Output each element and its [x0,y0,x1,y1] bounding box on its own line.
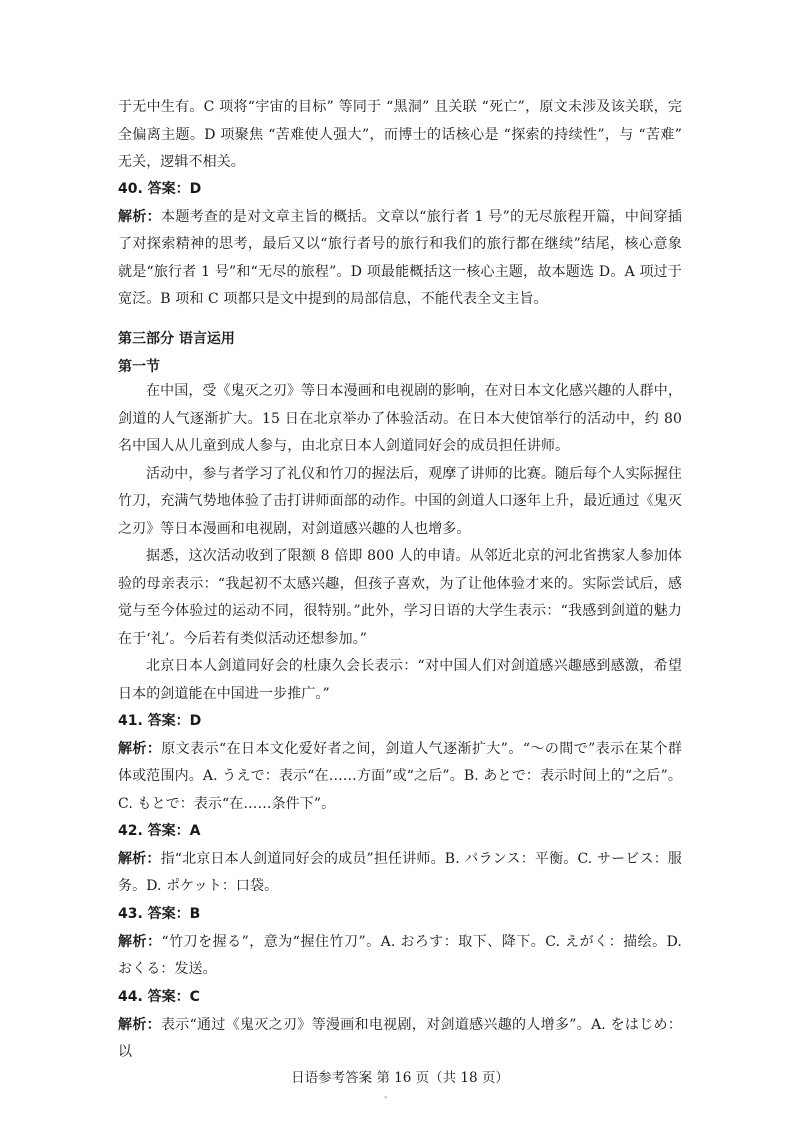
analysis-42 [118,846,682,901]
analysis-label: 解析： [118,933,162,950]
analysis-43-text: “竹刀を握る”，意为“握住竹刀”。A. おろす：取下、降下。C. えがく：描绘。D. おくる：发送。 [118,933,682,977]
answer-43: 43. 答案：B [118,906,201,922]
analysis-label: 解析： [118,850,161,867]
analysis-label: 解析： [118,740,162,757]
analysis-42-text: 指“北京日本人剑道同好会的成员”担任讲师。B. バランス：平衡。C. サービス：服务。D. ポケット：口袋。 [118,850,682,894]
footer-mark: - [384,1092,388,1103]
analysis-40 [118,204,682,314]
answer-44: 44. 答案：C [118,989,200,1005]
passage-paragraph-2: 活动中，参与者学习了礼仪和竹刀的握法后，观摩了讲师的比赛。随后每个人实际握住竹刀，充满气势地体验了击打讲师面部的动作。中国的剑道人口逐年上升，最近通过《鬼灭之刃》等日本漫画和电视剧，对剑道感兴趣的人也增多。 [118,465,682,537]
passage-paragraph-1: 在中国，受《鬼灭之刃》等日本漫画和电视剧的影响，在对日本文化感兴趣的人群中，剑道的人气逐渐扩大。15 日在北京举办了体验活动。在日本大使馆举行的活动中，约 80 名中国人从儿童到成人参与，由北京日本人剑道同好会的成员担任讲师。 [118,383,682,454]
analysis-43 [118,929,682,984]
passage-paragraph-3: 据悉，这次活动收到了限额 8 倍即 800 人的申请。从邻近北京的河北省携家人参加体验的母亲表示：“我起初不太感兴趣，但孩子喜欢，为了让他体验才来的。实际尝试后，感觉与至今体验过的运动不同，很特别。”此外，学习日语的大学生表示：“我感到剑道的魅力在于‘礼’。今后若有类似活动还想参加。” [118,548,682,647]
section-title: 第三部分 语言运用 [118,331,235,347]
section-subtitle: 第一节 [118,358,160,375]
answer-40: 40. 答案：D [118,181,202,197]
answer-41: 41. 答案：D [118,713,202,729]
answer-42: 42. 答案：A [118,823,201,839]
reading-passage [118,378,682,708]
question-44-block [118,984,682,1067]
analysis-44-text: 表示“通过《鬼灭之刃》等漫画和电视剧，对剑道感兴趣的人增多”。A. をはじめ：以 [118,1016,682,1060]
question-40-block [118,176,682,314]
analysis-41 [118,736,682,819]
question-41-block [118,708,682,818]
analysis-40-text: 本题考查的是对文章主旨的概括。文章以“旅行者 1 号”的无尽旅程开篇，中间穿插了对探索精神的思考，最后又以“旅行者号的旅行和我们的旅行都在继续”结尾，核心意象就是“旅行者 1 号”和“无尽的旅程”。D 项最能概括这一核心主题，故本题选 D。A 项过于宽泛。B 项和 C 项都只是文中提到的局部信息，不能代表全文主旨。 [118,208,682,307]
analysis-label: 解析： [118,208,162,225]
analysis-label: 解析： [118,1016,161,1033]
page-footer: 日语参考答案 第 16 页（共 18 页） [291,1070,509,1086]
question-42-block [118,818,682,901]
analysis-41-text: 原文表示“在日本文化爱好者之间，剑道人气逐渐扩大”。“～の間で”表示在某个群体或范围内。A. うえで：表示“在……方面”或“之后”。B. あとで：表示时间上的“之后”。C. もとで：表示“在……条件下”。 [118,740,682,812]
intro-paragraph: 于无中生有。C 项将“宇宙的目标” 等同于 “黑洞” 且关联 “死亡”，原文未涉及该关联，完全偏离主题。D 项聚焦 “苦难使人强大”，而博士的话核心是 “探索的持续性”，与 “苦难” 无关，逻辑不相关。 [118,99,682,170]
question-43-block [118,901,682,984]
analysis-44 [118,1012,682,1067]
section-header [118,326,682,381]
passage-paragraph-4: 北京日本人剑道同好会的杜康久会长表示：“对中国人们对剑道感兴趣感到感激，希望日本的剑道能在中国进一步推广。” [118,658,682,702]
intro-block [118,94,682,177]
